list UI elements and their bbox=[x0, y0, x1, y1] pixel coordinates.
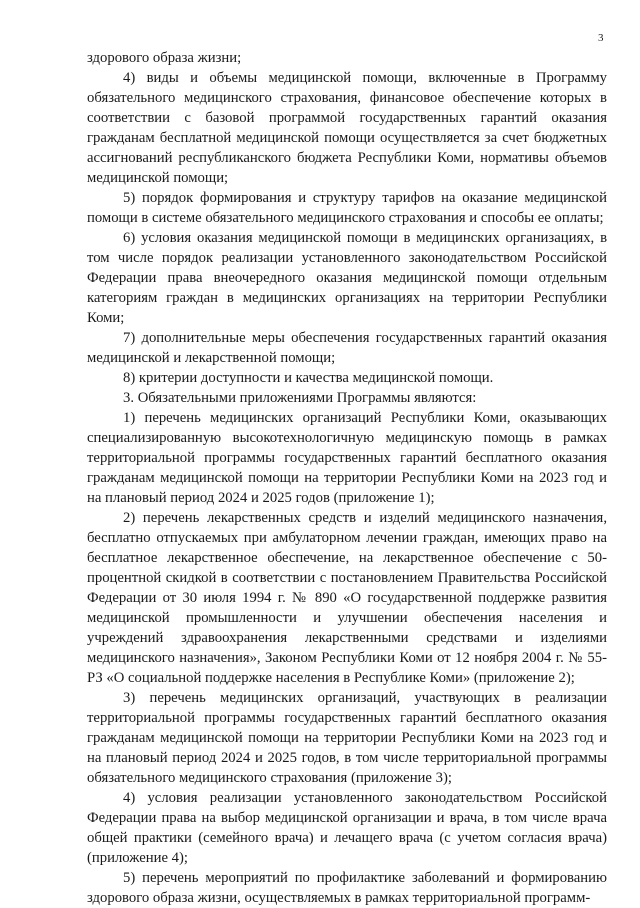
paragraph-appendix-5: 5) перечень мероприятий по профилактике заболеваний и формированию здорового образа жизни, осуществляемых в рамках территориальной программ- bbox=[87, 870, 607, 906]
paragraph-item-6: 6) условия оказания медицинской помощи в медицинских организациях, в том числе порядок реализации установленного законодательством Российской Федерации права внеочередного оказания медицинской помощи отдельным категориям граждан в медицинских организациях на территории Республики Коми; bbox=[87, 230, 607, 326]
paragraph-continuation: здорового образа жизни; bbox=[87, 50, 242, 66]
paragraph-appendix-3: 3) перечень медицинских организаций, участвующих в реализации территориальной программы государственных гарантий бесплатного оказания гражданам медицинской помощи на территории Республики Коми на 2023 год и на плановый период 2024 и 2025 годов, в том числе территориальной программы обязательного медицинского страхования (приложение 3); bbox=[87, 690, 607, 786]
paragraph-item-5: 5) порядок формирования и структуру тарифов на оказание медицинской помощи в системе обязательного медицинского страхования и способы ее оплаты; bbox=[87, 190, 607, 226]
paragraph-item-8: 8) критерии доступности и качества медицинской помощи. bbox=[123, 370, 494, 386]
paragraph-item-4: 4) виды и объемы медицинской помощи, включенные в Программу обязательного медицинского страхования, финансовое обеспечение которых в соответствии с базовой программой государственных гарантий оказания гражданам бесплатной медицинской помощи осуществляется за счет бюджетных ассигнований республиканского бюджета Республики Коми, нормативы объемов медицинской помощи; bbox=[87, 70, 607, 186]
paragraph-appendix-1: 1) перечень медицинских организаций Республики Коми, оказывающих специализированную высокотехнологичную медицинскую помощь в рамках территориальной программы государственных гарантий бесплатного оказания гражданам медицинской помощи на территории Республики Коми на 2023 год и на плановый период 2024 и 2025 годов (приложение 1); bbox=[87, 410, 607, 506]
document-body bbox=[87, 48, 607, 908]
paragraph-appendix-2: 2) перечень лекарственных средств и изделий медицинского назначения, бесплатно отпускаемых при амбулаторном лечении граждан, имеющих право на бесплатное лекарственное обеспечение, на лекарственное обеспечение с 50-процентной скидкой в соответствии с постановлением Правительства Российской Федерации от 30 июля 1994 г. № 890 «О государственной поддержке развития медицинской промышленности и улучшении обеспечения населения и учреждений здравоохранения лекарственными средствами и изделиями медицинского назначения», Законом Республики Коми от 12 ноября 2004 г. № 55-РЗ «О социальной поддержке населения в Республике Коми» (приложение 2); bbox=[87, 510, 607, 686]
paragraph-section-3: 3. Обязательными приложениями Программы являются: bbox=[123, 390, 477, 406]
page-number: 3 bbox=[598, 32, 604, 44]
paragraph-appendix-4: 4) условия реализации установленного законодательством Российской Федерации права на выбор медицинской организации и врача, в том числе врача общей практики (семейного врача) и лечащего врача (с учетом согласия врача) (приложение 4); bbox=[87, 790, 607, 866]
paragraph-item-7: 7) дополнительные меры обеспечения государственных гарантий оказания медицинской и лекарственной помощи; bbox=[87, 330, 607, 366]
